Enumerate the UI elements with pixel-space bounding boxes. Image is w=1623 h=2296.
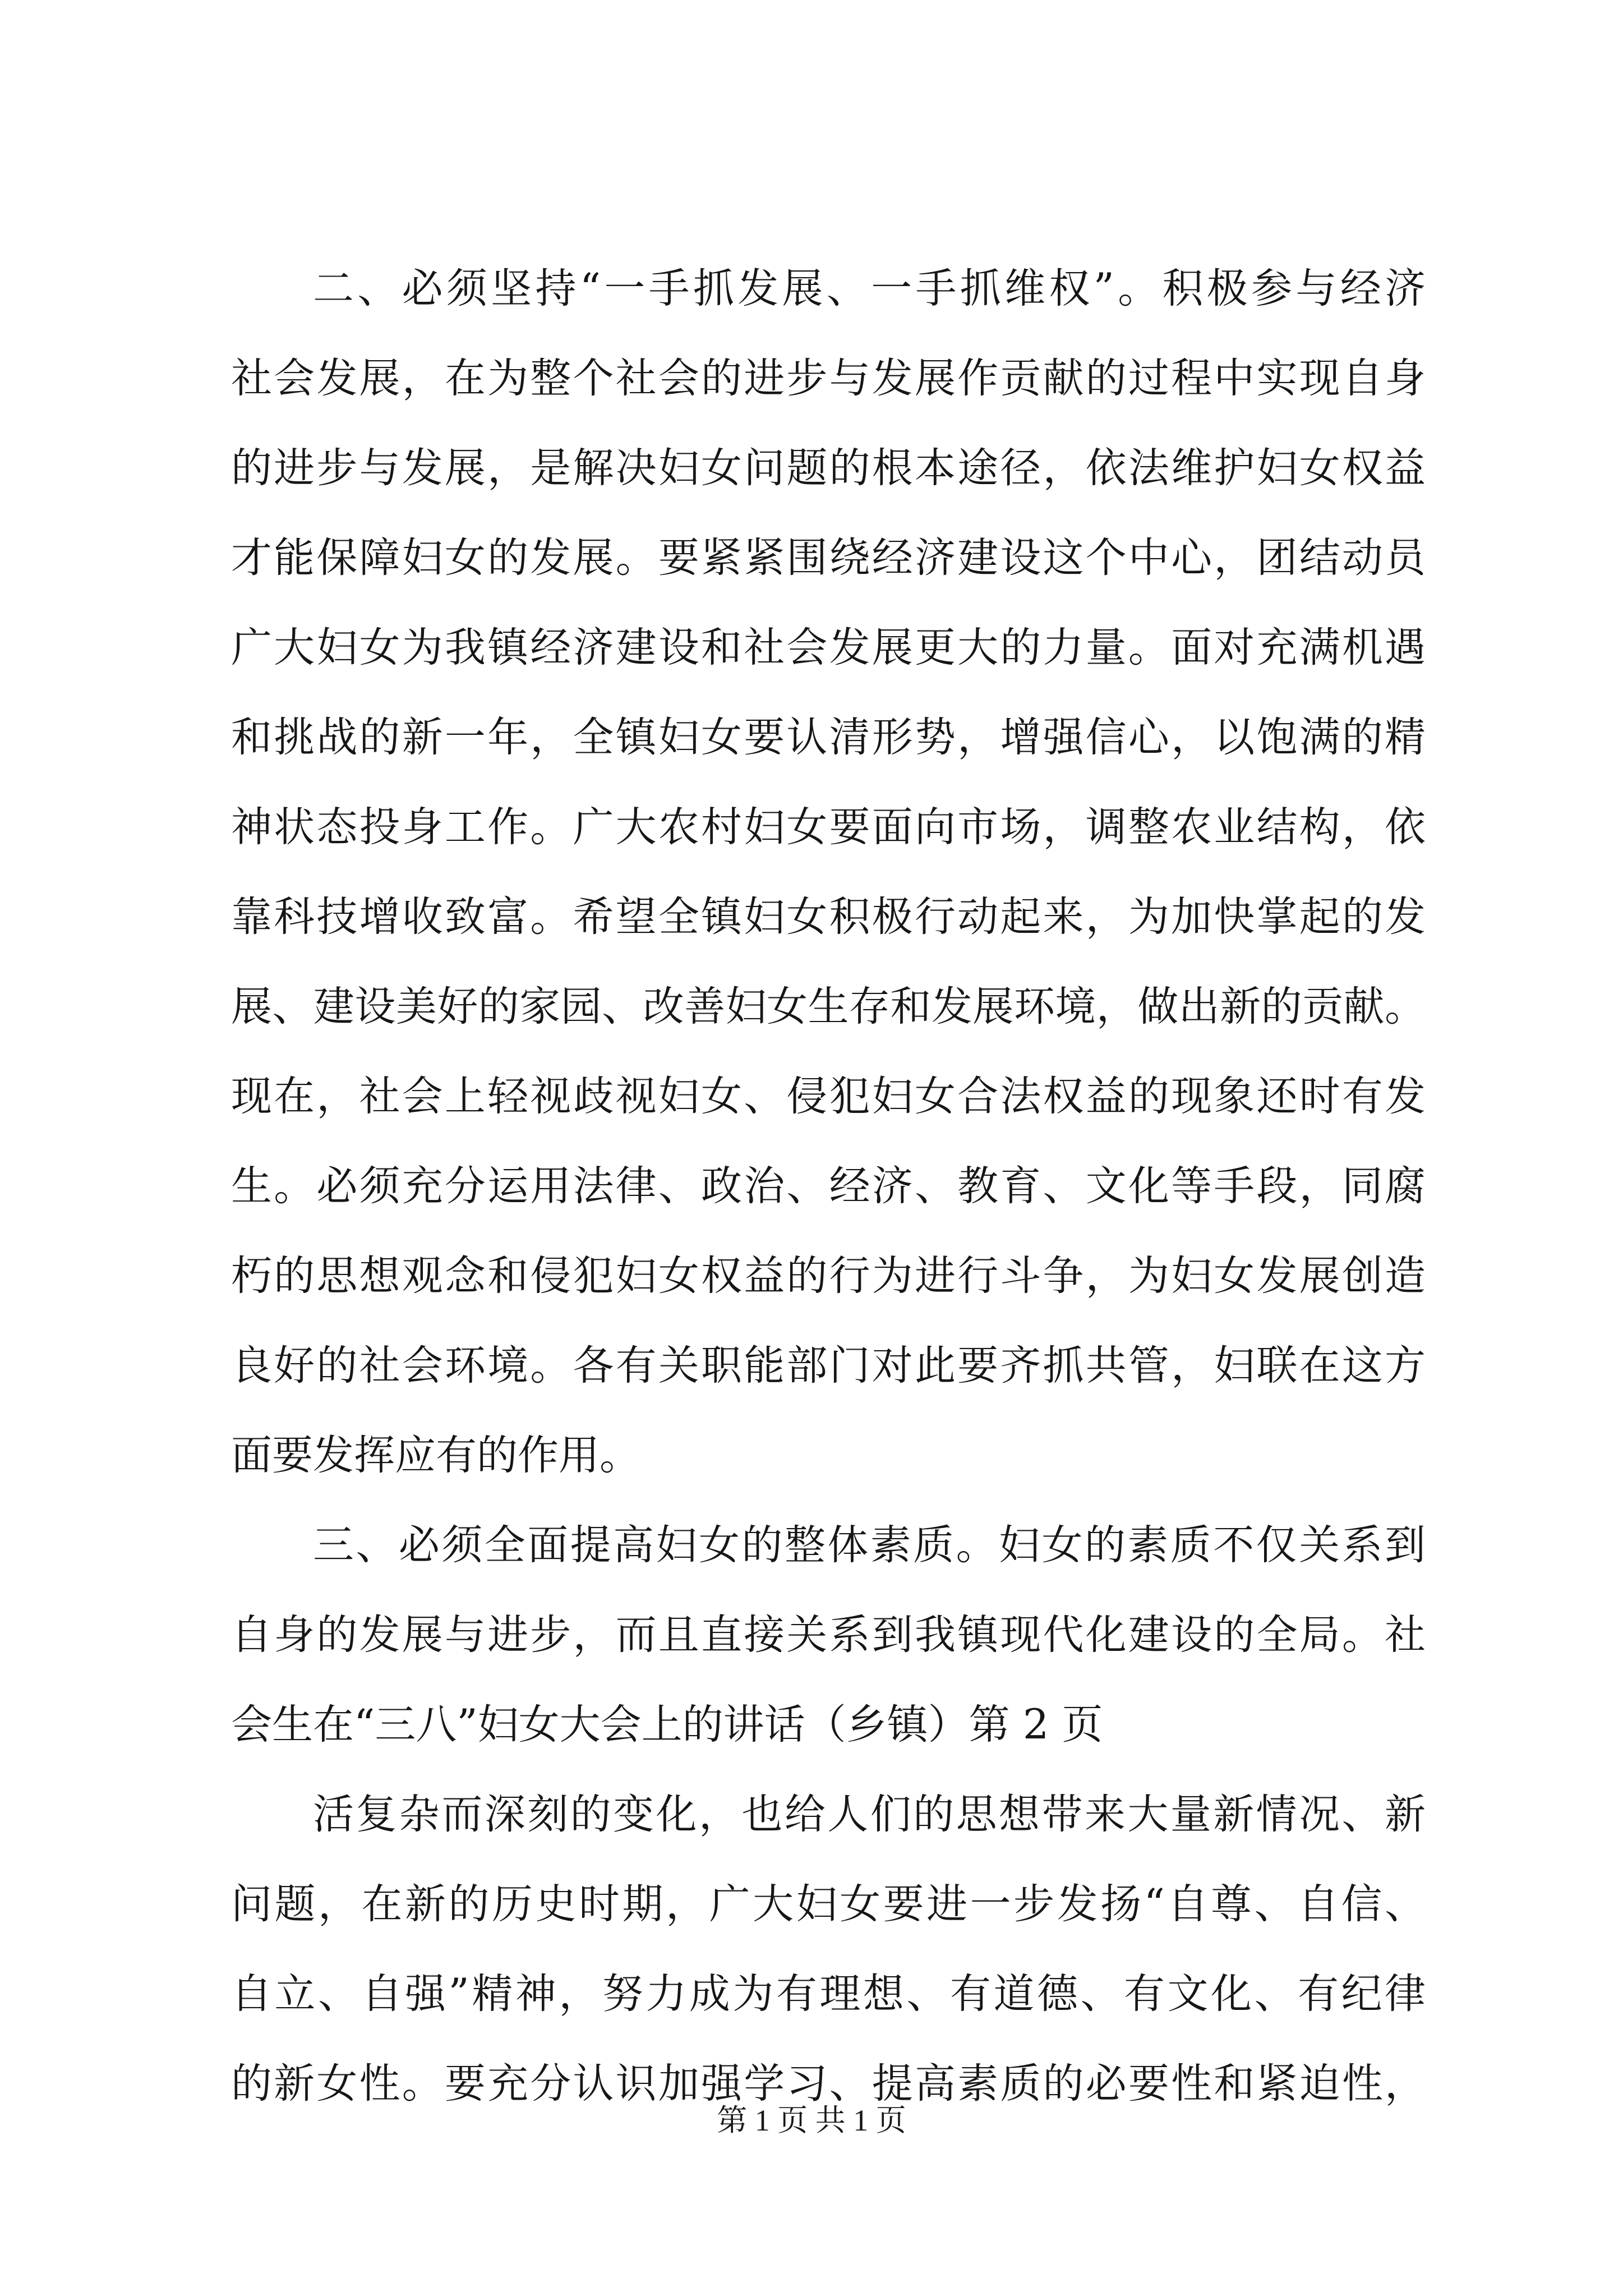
line-04: 才能保障妇女的发展。要紧紧围绕经济建设这个中心，团结动员 [231,534,1426,582]
line-14: 面要发挥应有的作用。 [231,1432,640,1479]
page-footer: 第 1 页 共 1 页 [717,2104,906,2137]
line-12: 朽的思想观念和侵犯妇女权益的行为进行斗争，为妇女发展创造 [231,1252,1426,1300]
line-08: 靠科技增收致富。希望全镇妇女积极行动起来，为加快掌起的发 [231,893,1426,941]
line-03: 的进步与发展，是解决妇女问题的根本途径，依法维护妇女权益 [231,444,1426,492]
line-05: 广大妇女为我镇经济建设和社会发展更大的力量。面对充满机遇 [231,624,1426,671]
line-13: 良好的社会环境。各有关职能部门对此要齐抓共管，妇联在这方 [231,1342,1426,1389]
line-09: 展、建设美好的家园、改善妇女生存和发展环境，做出新的贡献。 [231,983,1426,1030]
line-02: 社会发展，在为整个社会的进步与发展作贡献的过程中实现自身 [231,355,1426,402]
line-06: 和挑战的新一年，全镇妇女要认清形势，增强信心，以饱满的精 [231,714,1426,761]
line-11: 生。必须充分运用法律、政治、经济、教育、文化等手段，同腐 [231,1162,1426,1210]
line-16: 自身的发展与进步，而且直接关系到我镇现代化建设的全局。社 [231,1611,1426,1659]
line-15: 三、必须全面提高妇女的整体素质。妇女的素质不仅关系到 [313,1521,1426,1569]
line-01: 二、必须坚持“一手抓发展、一手抓维权”。积极参与经济 [313,265,1426,312]
line-19: 问题，在新的历史时期，广大妇女要进一步发扬“自尊、自信、 [231,1880,1426,1928]
line-10: 现在，社会上轻视歧视妇女、侵犯妇女合法权益的现象还时有发 [231,1073,1426,1120]
line-17: 会生在“三八”妇女大会上的讲话（乡镇）第 2 页 [231,1701,1103,1749]
line-18: 活复杂而深刻的变化，也给人们的思想带来大量新情况、新 [313,1791,1426,1838]
line-21: 的新女性。要充分认识加强学习、提高素质的必要性和紧迫性， [231,2060,1426,2108]
line-07: 神状态投身工作。广大农村妇女要面向市场，调整农业结构，依 [231,803,1426,851]
line-20: 自立、自强”精神，努力成为有理想、有道德、有文化、有纪律 [231,1970,1426,2018]
